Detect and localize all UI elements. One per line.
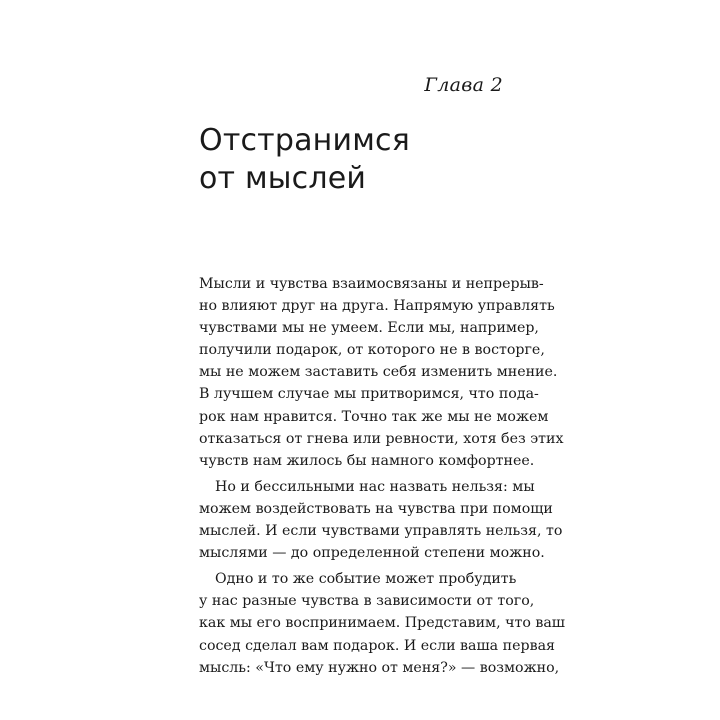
text-line: Одно и то же событие может пробудить xyxy=(215,571,517,588)
paragraph-3 xyxy=(199,568,566,678)
text-line: получили подарок, от которого не в восторге, xyxy=(199,342,545,359)
text-line: сосед сделал вам подарок. И если ваша первая xyxy=(199,637,555,654)
text-line: но влияют друг на друга. Напрямую управлять xyxy=(199,298,555,315)
text-line: Но и бессильными нас назвать нельзя: мы xyxy=(215,478,535,495)
text-line: чувствами мы не умеем. Если мы, например, xyxy=(199,320,539,337)
chapter-title xyxy=(199,122,410,198)
text-line: рок нам нравится. Точно так же мы не можем xyxy=(199,408,549,425)
text-line: мыслей. И если чувствами управлять нельзя, то xyxy=(199,523,563,540)
text-line: чувств нам жилось бы намного комфортнее. xyxy=(199,452,535,469)
paragraph-2 xyxy=(199,476,563,564)
text-line: отказаться от гнева или ревности, хотя без этих xyxy=(199,430,564,447)
text-line: у нас разные чувства в зависимости от того, xyxy=(199,593,535,610)
chapter-title-line: Отстранимся xyxy=(199,123,410,158)
paragraph-1 xyxy=(199,273,564,472)
text-line: как мы его воспринимаем. Представим, что ваш xyxy=(199,615,566,632)
text-line: мыслями — до определенной степени можно. xyxy=(199,545,545,562)
text-line: Мысли и чувства взаимосвязаны и непрерыв- xyxy=(199,276,544,292)
text-line: мысль: «Что ему нужно от меня?» — возможно, xyxy=(199,659,560,676)
text-line: мы не можем заставить себя изменить мнение. xyxy=(199,364,558,381)
chapter-title-line: от мыслей xyxy=(199,161,367,196)
text-line: В лучшем случае мы притворимся, что пода- xyxy=(199,386,539,403)
body-text xyxy=(199,273,566,683)
text-line: можем воздействовать на чувства при помощи xyxy=(199,500,553,517)
chapter-number: Глава 2 xyxy=(424,74,503,96)
